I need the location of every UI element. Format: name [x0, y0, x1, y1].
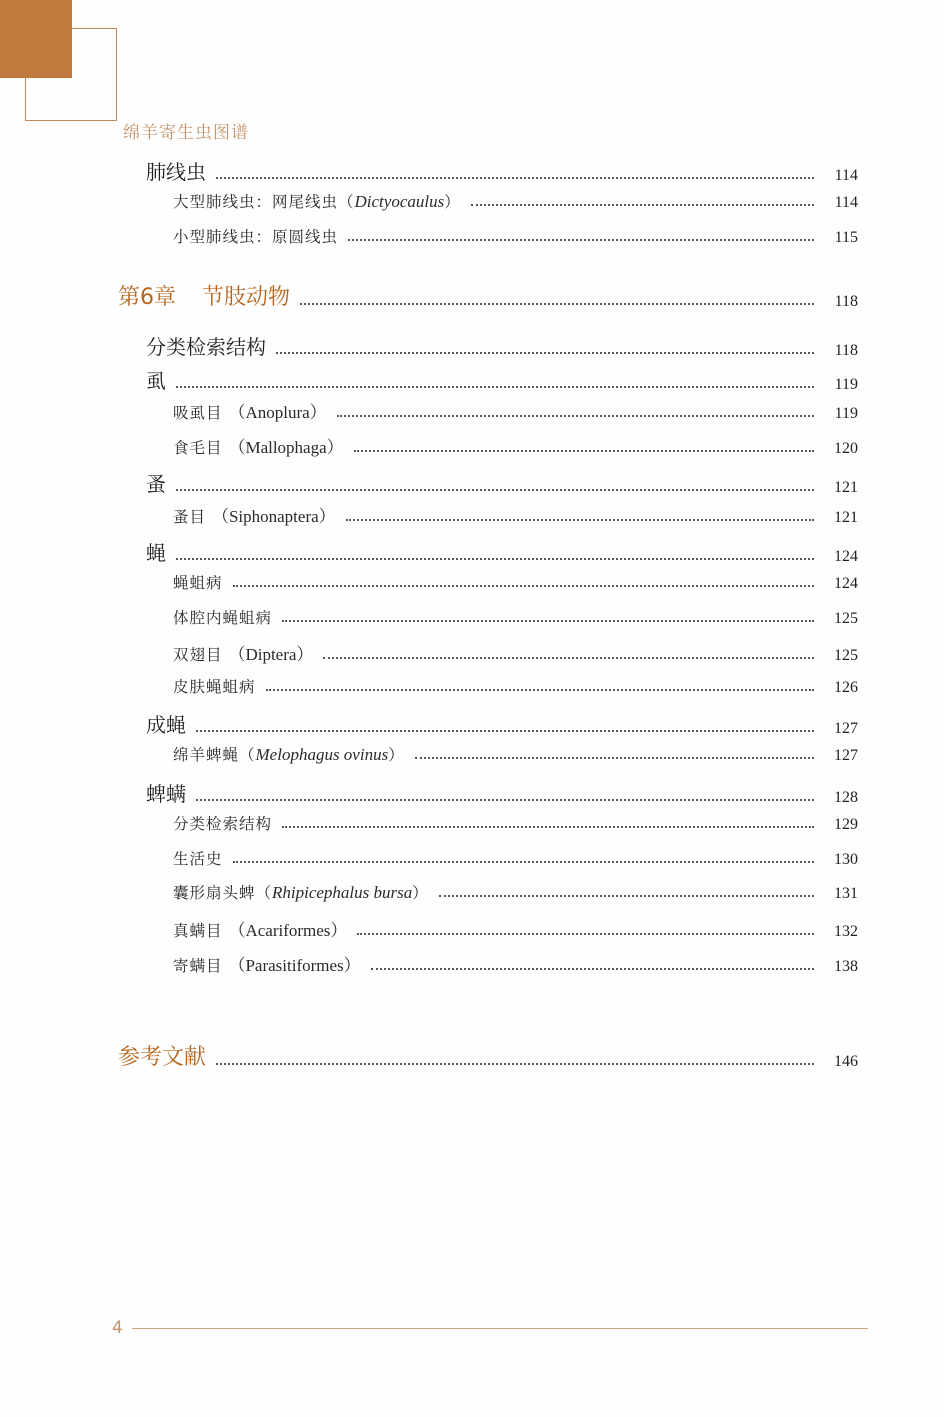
- leader-dots: [196, 730, 814, 732]
- leader-dots: [323, 657, 814, 659]
- toc-page-number: 121: [834, 509, 858, 526]
- toc-page-number: 125: [834, 610, 858, 627]
- leader-dots: [233, 861, 814, 863]
- leader-dots: [176, 558, 814, 560]
- toc-entry-label: 食毛目 （Mallophaga）: [173, 438, 344, 457]
- toc-page-number: 130: [834, 851, 858, 868]
- leader-dots: [276, 352, 814, 354]
- toc-entry[interactable]: [146, 156, 858, 185]
- leader-dots: [233, 585, 814, 587]
- leader-dots: [348, 239, 814, 241]
- leader-dots: [282, 826, 814, 828]
- toc-page-number: 127: [834, 747, 858, 764]
- toc-entry-label: 肺线虫: [146, 160, 206, 184]
- toc-chapter-heading[interactable]: [118, 280, 858, 311]
- page-number: 4: [112, 1318, 123, 1338]
- toc-entry-label: 分类检索结构: [146, 335, 266, 359]
- toc-entry-label: 成蝇: [146, 713, 186, 737]
- leader-dots: [439, 895, 814, 897]
- toc-entry-label: 皮肤蝇蛆病: [173, 678, 256, 696]
- toc-entry[interactable]: [146, 778, 858, 807]
- toc-entry-label: 寄螨目 （Parasitiformes）: [173, 956, 361, 975]
- toc-entry-label: 真螨目 （Acariformes）: [173, 921, 348, 940]
- toc-entry[interactable]: [173, 640, 858, 665]
- leader-dots: [266, 689, 814, 691]
- toc-page-number: 119: [834, 376, 858, 393]
- toc-entry[interactable]: [146, 468, 858, 497]
- toc-entry[interactable]: [173, 398, 858, 423]
- toc-page-number: 125: [834, 647, 858, 664]
- toc-page-number: 120: [834, 440, 858, 457]
- toc-entry-label: 蜱螨: [146, 782, 186, 806]
- toc-page-number: 118: [834, 293, 858, 310]
- toc-entry-label: 囊形扇头蜱（Rhipicephalus bursa）: [173, 883, 429, 902]
- toc-entry-label: 双翅目 （Diptera）: [173, 645, 314, 664]
- toc-entry[interactable]: [173, 571, 858, 593]
- chapter-title: 第6章 节肢动物: [118, 285, 291, 310]
- toc-entry-label: 绵羊蜱蝇（Melophagus ovinus）: [173, 745, 405, 764]
- leader-dots: [357, 933, 814, 935]
- toc-entry[interactable]: [173, 225, 858, 247]
- leader-dots: [415, 757, 814, 759]
- toc-page-number: 127: [834, 720, 858, 737]
- leader-dots: [176, 489, 814, 491]
- toc-page-number: 124: [834, 548, 858, 565]
- toc-page-number: 129: [834, 816, 858, 833]
- toc-entry-label: 蚤: [146, 472, 166, 496]
- toc-chapter-heading[interactable]: [118, 1040, 858, 1071]
- book-title: 绵羊寄生虫图谱: [123, 123, 249, 143]
- toc-entry[interactable]: [173, 502, 858, 527]
- footer-rule: [132, 1328, 868, 1329]
- toc-entry-label: 大型肺线虫：网尾线虫（Dictyocaulus）: [173, 192, 461, 211]
- toc-entry-label: 吸虱目 （Anoplura）: [173, 403, 327, 422]
- toc-page-number: 115: [834, 229, 858, 246]
- toc-page-number: 132: [834, 923, 858, 940]
- toc-page-number: 131: [834, 885, 858, 902]
- toc-entry-label: 蝇: [146, 541, 166, 565]
- leader-dots: [216, 177, 814, 179]
- toc-page-number: 121: [834, 479, 858, 496]
- leader-dots: [176, 386, 814, 388]
- toc-entry[interactable]: [146, 537, 858, 566]
- toc-page-number: 119: [834, 405, 858, 422]
- toc-entry[interactable]: [173, 675, 858, 697]
- toc-entry-label: 虱: [146, 369, 166, 393]
- toc-entry[interactable]: [173, 433, 858, 458]
- references-title: 参考文献: [118, 1045, 207, 1070]
- toc-entry[interactable]: [173, 881, 858, 903]
- leader-dots: [354, 450, 814, 452]
- toc-page-number: 114: [834, 194, 858, 211]
- toc-page-number: 146: [834, 1053, 858, 1070]
- toc-entry[interactable]: [146, 331, 858, 360]
- toc-entry-label: 生活史: [173, 850, 223, 868]
- toc-entry[interactable]: [173, 606, 858, 628]
- leader-dots: [371, 968, 814, 970]
- toc-page-number: 114: [834, 167, 858, 184]
- toc-entry[interactable]: [173, 743, 858, 765]
- toc-entry[interactable]: [173, 190, 858, 212]
- toc-entry[interactable]: [146, 709, 858, 738]
- toc-page-number: 138: [834, 958, 858, 975]
- toc-entry-label: 蚤目 （Siphonaptera）: [173, 507, 336, 526]
- leader-dots: [282, 620, 814, 622]
- toc-entry[interactable]: [173, 847, 858, 869]
- toc-entry-label: 分类检索结构: [173, 815, 273, 833]
- toc-entry-label: 小型肺线虫：原圆线虫: [173, 228, 339, 246]
- toc-entry-label: 蝇蛆病: [173, 574, 223, 592]
- toc-page-number: 118: [834, 342, 858, 359]
- toc-entry[interactable]: [146, 365, 858, 394]
- toc-page-number: 126: [834, 679, 858, 696]
- toc-page-number: 124: [834, 575, 858, 592]
- toc-entry[interactable]: [173, 916, 858, 941]
- toc-entry[interactable]: [173, 951, 858, 976]
- leader-dots: [300, 303, 814, 305]
- toc-entry-label: 体腔内蝇蛆病: [173, 609, 273, 627]
- leader-dots: [346, 519, 814, 521]
- toc-entry[interactable]: [173, 812, 858, 834]
- leader-dots: [337, 415, 814, 417]
- leader-dots: [196, 799, 814, 801]
- toc-page-number: 128: [834, 789, 858, 806]
- leader-dots: [216, 1063, 814, 1065]
- leader-dots: [471, 204, 814, 206]
